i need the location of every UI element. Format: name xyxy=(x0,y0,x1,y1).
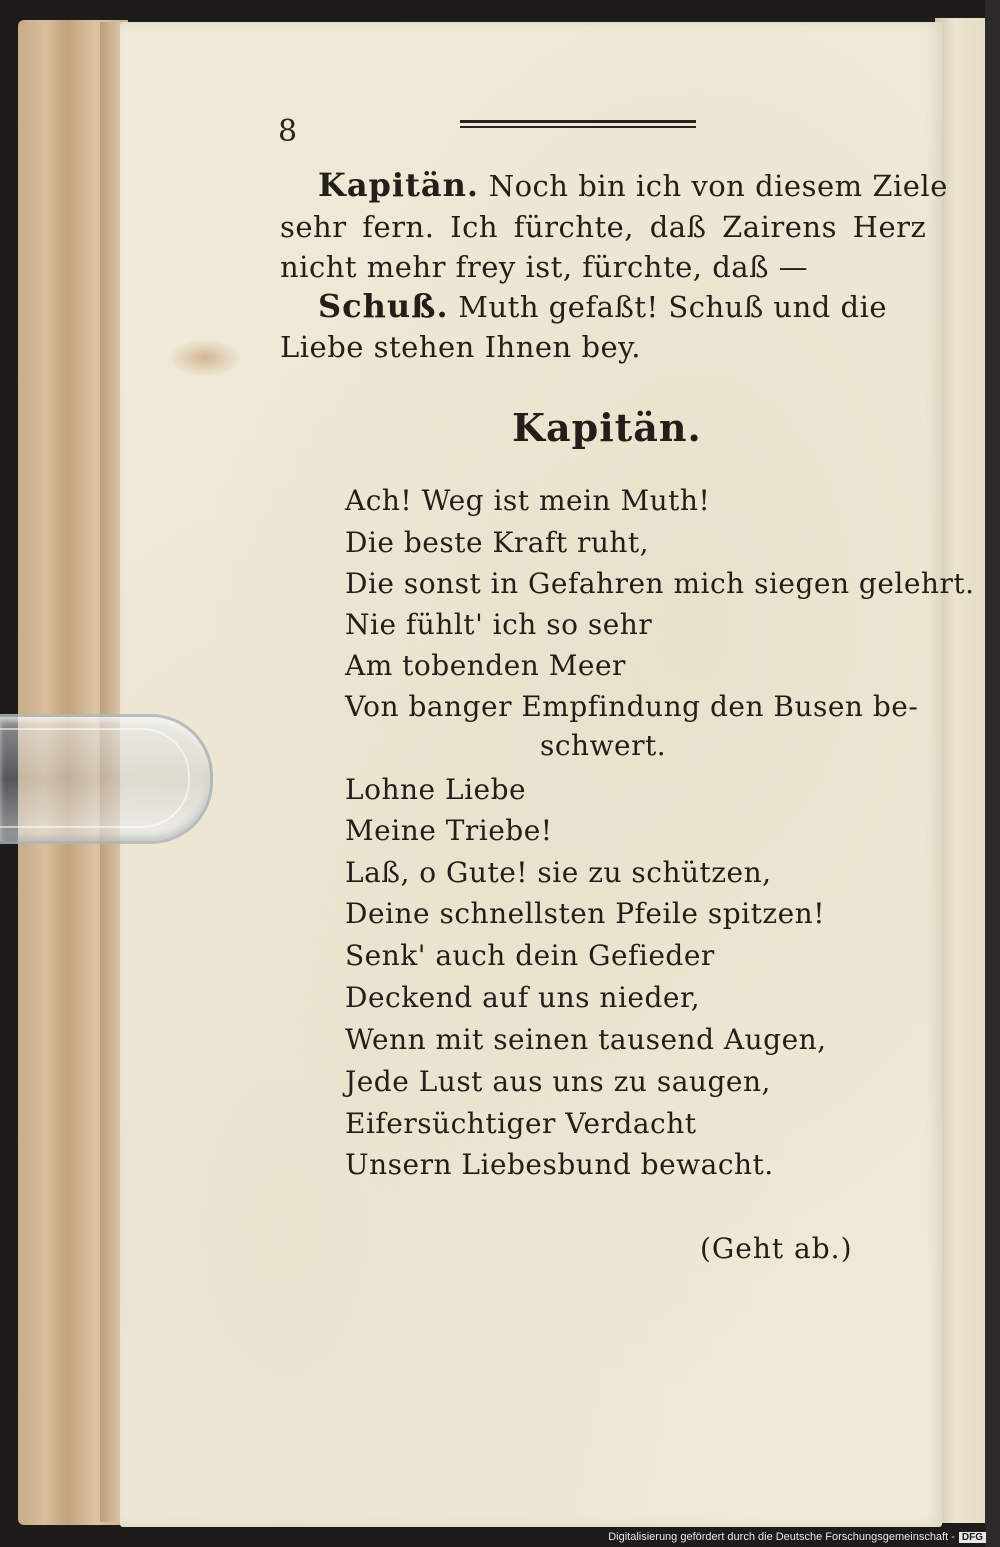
page-clip-highlight xyxy=(0,728,190,828)
dialogue-text: Noch bin ich von diesem Ziele xyxy=(488,169,948,203)
verse-line-continuation: schwert. xyxy=(540,729,667,762)
credit-text: Digitalisierung gefördert durch die Deutsche Forschungsgemeinschaft - xyxy=(608,1531,955,1543)
verse-line: Unsern Liebesbund bewacht. xyxy=(345,1148,774,1181)
dialogue-line-5: Liebe stehen Ihnen bey. xyxy=(280,330,641,364)
verse-line: Deckend auf uns nieder, xyxy=(345,981,701,1014)
verse-line: Ach! Weg ist mein Muth! xyxy=(345,484,711,517)
verse-line: Laß, o Gute! sie zu schützen, xyxy=(345,856,772,889)
dfg-logo: DFG xyxy=(959,1532,986,1543)
scan-border xyxy=(985,0,1000,1547)
verse-line: Wenn mit seinen tausend Augen, xyxy=(345,1023,827,1056)
book-page xyxy=(120,22,942,1527)
digitization-credit xyxy=(608,1531,986,1543)
verse-line: Meine Triebe! xyxy=(345,814,553,847)
verse-line: Eifersüchtiger Verdacht xyxy=(345,1107,697,1140)
dialogue-line-4 xyxy=(318,287,887,325)
dialogue-line-1 xyxy=(318,166,948,204)
verse-line: Lohne Liebe xyxy=(345,773,527,806)
verse-line: Von banger Empfindung den Busen be- xyxy=(345,690,919,723)
dialogue-line-3: nicht mehr frey ist, fürchte, daß — xyxy=(280,250,809,284)
dialogue-line-2: sehr fern. Ich fürchte, daß Zairens Herz xyxy=(280,210,927,244)
verse-line: Die beste Kraft ruht, xyxy=(345,526,650,559)
stage-direction: (Geht ab.) xyxy=(700,1232,853,1265)
verse-line: Die sonst in Gefahren mich siegen gelehrt. xyxy=(345,567,975,600)
verse-line: Jede Lust aus uns zu saugen, xyxy=(345,1065,771,1098)
page-number: 8 xyxy=(278,114,298,149)
header-rule-thin xyxy=(460,126,696,128)
adjacent-page-edge xyxy=(935,18,985,1523)
dialogue-text: Muth gefaßt! Schuß und die xyxy=(458,290,888,324)
header-rule xyxy=(460,120,696,123)
verse-line: Nie fühlt' ich so sehr xyxy=(345,608,653,641)
speaker-name: Schuß. xyxy=(318,287,449,325)
verse-line: Deine schnellsten Pfeile spitzen! xyxy=(345,897,825,930)
speaker-name: Kapitän. xyxy=(318,166,479,204)
verse-line: Senk' auch dein Gefieder xyxy=(345,939,715,972)
verse-line: Am tobenden Meer xyxy=(345,649,626,682)
paper-stain xyxy=(170,340,240,376)
song-title: Kapitän. xyxy=(512,405,702,450)
